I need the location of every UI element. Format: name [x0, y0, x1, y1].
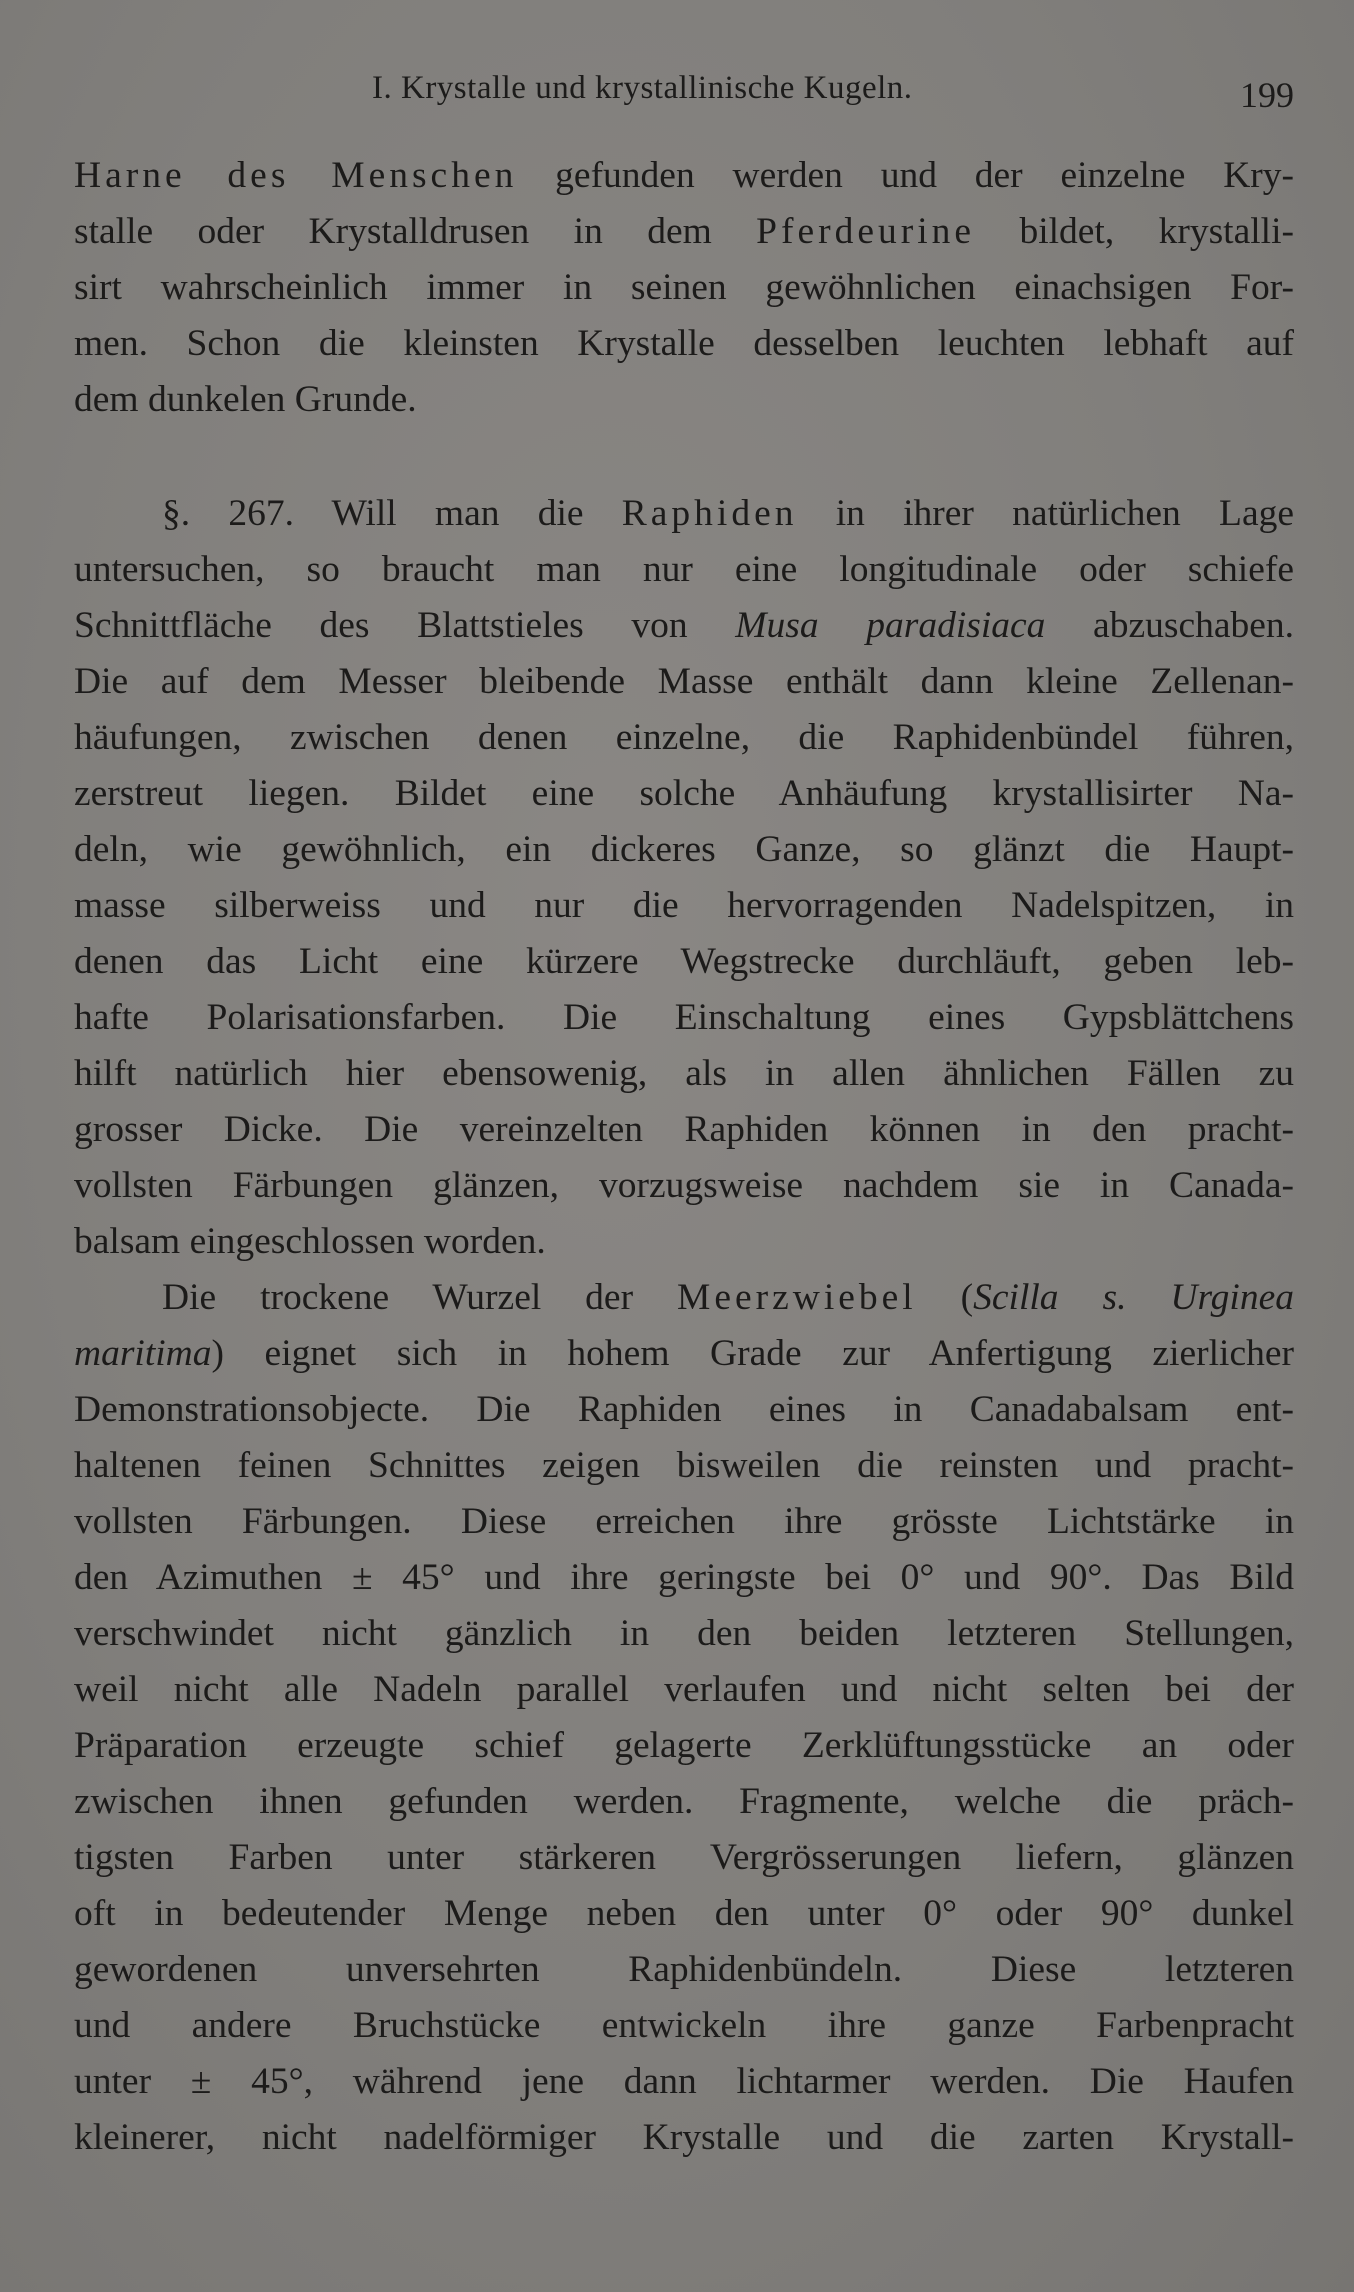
text-line: kleinerer, nicht nadelförmiger Krystalle und die zarten Krystall-	[74, 2117, 1294, 2158]
body-text	[74, 148, 1294, 2166]
paragraph-2	[74, 486, 1294, 1270]
text-line: Schnittfläche des Blattstieles von Musa paradisiaca abzuschaben.	[74, 605, 1294, 646]
text-line: zerstreut liegen. Bildet eine solche Anhäufung krystallisirter Na-	[74, 773, 1294, 814]
text-line: dem dunkelen Grunde.	[74, 379, 417, 420]
text-line: den Azimuthen ± 45° und ihre geringste bei 0° und 90°. Das Bild	[74, 1557, 1294, 1598]
paragraph-1	[74, 148, 1294, 428]
text-line: untersuchen, so braucht man nur eine longitudinale oder schiefe	[74, 549, 1294, 590]
text-line: weil nicht alle Nadeln parallel verlaufen und nicht selten bei der	[74, 1669, 1294, 1710]
text-line: Demonstrationsobjecte. Die Raphiden eines in Canadabalsam ent-	[74, 1389, 1294, 1430]
text-line: häufungen, zwischen denen einzelne, die Raphidenbündel führen,	[74, 717, 1294, 758]
text-line: grosser Dicke. Die vereinzelten Raphiden können in den pracht-	[74, 1109, 1294, 1150]
text-line: men. Schon die kleinsten Krystalle desselben leuchten lebhaft auf	[74, 323, 1294, 364]
text-line: verschwindet nicht gänzlich in den beiden letzteren Stellungen,	[74, 1613, 1294, 1654]
text-line: oft in bedeutender Menge neben den unter 0° oder 90° dunkel	[74, 1893, 1294, 1934]
paragraph-gap	[74, 428, 1294, 486]
text-line: tigsten Farben unter stärkeren Vergrösserungen liefern, glänzen	[74, 1837, 1294, 1878]
text-line: gewordenen unversehrten Raphidenbündeln. Diese letzteren	[74, 1949, 1294, 1990]
text-line: zwischen ihnen gefunden werden. Fragmente, welche die präch-	[74, 1781, 1294, 1822]
text-line: Die auf dem Messer bleibende Masse enthält dann kleine Zellenan-	[74, 661, 1294, 702]
text-line: masse silberweiss und nur die hervorragenden Nadelspitzen, in	[74, 885, 1294, 926]
page-number: 199	[1240, 75, 1294, 115]
running-header	[74, 70, 1294, 118]
text-line: und andere Bruchstücke entwickeln ihre ganze Farbenpracht	[74, 2005, 1294, 2046]
text-line: balsam eingeschlossen worden.	[74, 1221, 546, 1262]
chapter-title: I. Krystalle und krystallinische Kugeln.	[372, 70, 913, 106]
text-line: vollsten Färbungen glänzen, vorzugsweise nachdem sie in Canada-	[74, 1165, 1294, 1206]
text-line: unter ± 45°, während jene dann lichtarmer werden. Die Haufen	[74, 2061, 1294, 2102]
text-line: §. 267. Will man die Raphiden in ihrer natürlichen Lage	[162, 493, 1294, 534]
text-line: hilft natürlich hier ebensowenig, als in allen ähnlichen Fällen zu	[74, 1053, 1294, 1094]
text-line: vollsten Färbungen. Diese erreichen ihre grösste Lichtstärke in	[74, 1501, 1294, 1542]
text-line: stalle oder Krystalldrusen in dem Pferdeurine bildet, krystalli-	[74, 211, 1294, 252]
text-line: Präparation erzeugte schief gelagerte Zerklüftungsstücke an oder	[74, 1725, 1294, 1766]
text-line: hafte Polarisationsfarben. Die Einschaltung eines Gypsblättchens	[74, 997, 1294, 1038]
text-line: denen das Licht eine kürzere Wegstrecke durchläuft, geben leb-	[74, 941, 1294, 982]
text-line: Die trockene Wurzel der Meerzwiebel (Scilla s. Urginea	[162, 1277, 1294, 1318]
text-line: Harne des Menschen gefunden werden und der einzelne Kry-	[74, 155, 1294, 196]
paragraph-3	[74, 1270, 1294, 2166]
text-line: deln, wie gewöhnlich, ein dickeres Ganze, so glänzt die Haupt-	[74, 829, 1294, 870]
text-line: haltenen feinen Schnittes zeigen bisweilen die reinsten und pracht-	[74, 1445, 1294, 1486]
text-line: sirt wahrscheinlich immer in seinen gewöhnlichen einachsigen For-	[74, 267, 1294, 308]
text-line: maritima) eignet sich in hohem Grade zur Anfertigung zierlicher	[74, 1333, 1294, 1374]
